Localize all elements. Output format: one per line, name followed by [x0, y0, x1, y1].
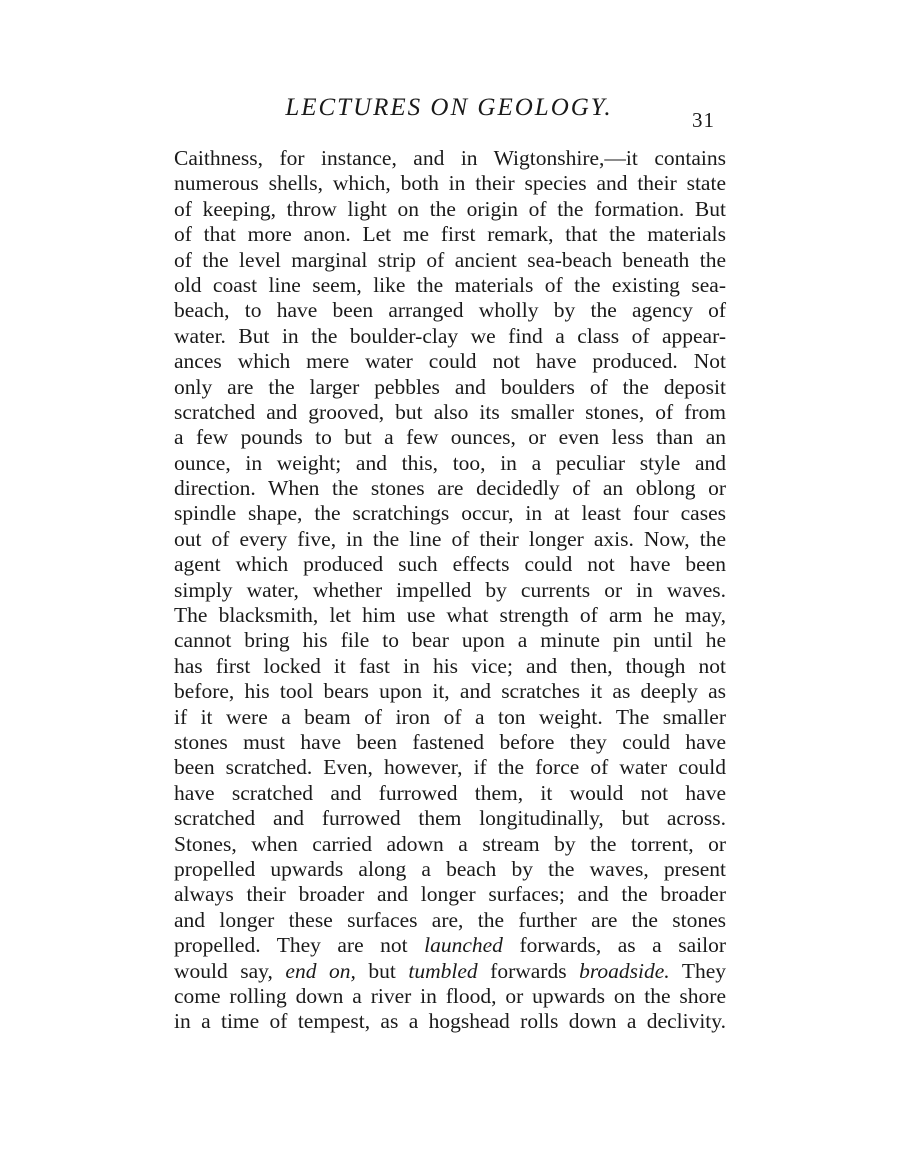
- text-line-italic-broadside: [174, 959, 726, 984]
- text-line: numerous shells, which, both in their species and their state: [174, 171, 726, 196]
- text-line: stones must have been fastened before they could have: [174, 729, 726, 754]
- text-line-italic-launched: [174, 933, 726, 958]
- italic-word: end on,: [285, 958, 356, 983]
- text-line: The blacksmith, let him use what strength of arm he may,: [174, 603, 726, 628]
- text-line: and longer these surfaces are, the further are the stones: [174, 907, 726, 932]
- text-line: Caithness, for instance, and in Wigtonshire,—it contains: [174, 146, 726, 170]
- text-line: propelled upwards along a beach by the waves, present: [174, 856, 726, 881]
- text-line: old coast line seem, like the materials of the existing sea-: [174, 272, 726, 297]
- text-line: of keeping, throw light on the origin of the formation. But: [174, 196, 726, 221]
- text-segment: They: [669, 958, 726, 983]
- italic-word: tumbled: [408, 958, 478, 983]
- text-line: out of every five, in the line of their longer axis. Now, the: [174, 526, 726, 551]
- text-line: has first locked it fast in his vice; and then, though not: [174, 653, 726, 678]
- text-line: direction. When the stones are decidedly of an oblong or: [174, 476, 726, 501]
- text-line: scratched and furrowed them longitudinally, but across.: [174, 806, 726, 831]
- running-head: LECTURES ON GEOLOGY.: [285, 94, 613, 121]
- text-line: Stones, when carried adown a stream by the torrent, or: [174, 831, 726, 856]
- text-segment: forwards, as a sailor: [502, 933, 726, 958]
- text-line: of the level marginal strip of ancient sea-beach beneath the: [174, 247, 726, 272]
- text-segment: propelled. They are not: [174, 933, 425, 958]
- text-line: cannot bring his file to bear upon a minute pin until he: [174, 628, 726, 653]
- text-line: scratched and grooved, but also its smaller stones, of from: [174, 399, 726, 424]
- text-line: come rolling down a river in flood, or upwards on the shore: [174, 983, 726, 1008]
- text-line: only are the larger pebbles and boulders of the deposit: [174, 374, 726, 399]
- text-line: have scratched and furrowed them, it would not have: [174, 780, 726, 805]
- text-line: of that more anon. Let me first remark, that the materials: [174, 222, 726, 247]
- text-line: a few pounds to but a few ounces, or even less than an: [174, 425, 726, 450]
- text-line: ances which mere water could not have produced. Not: [174, 349, 726, 374]
- text-line: beach, to have been arranged wholly by the agency of: [174, 298, 726, 323]
- text-segment: would say,: [174, 958, 286, 983]
- text-line: simply water, whether impelled by currents or in waves.: [174, 577, 726, 602]
- text-line: in a time of tempest, as a hogshead rolls down a declivity.: [174, 1009, 726, 1034]
- text-line: ounce, in weight; and this, too, in a peculiar style and: [174, 450, 726, 475]
- page-number: 31: [692, 108, 715, 132]
- text-line: been scratched. Even, however, if the force of water could: [174, 755, 726, 780]
- text-line: water. But in the boulder-clay we find a class of appear-: [174, 323, 726, 348]
- italic-word: launched: [424, 933, 503, 958]
- text-line: spindle shape, the scratchings occur, in at least four cases: [174, 501, 726, 526]
- text-line: agent which produced such effects could not have been: [174, 552, 726, 577]
- text-segment: forwards: [477, 958, 580, 983]
- text-line: if it were a beam of iron of a ton weight. The smaller: [174, 704, 726, 729]
- text-line: always their broader and longer surfaces; and the broader: [174, 882, 726, 907]
- text-line: before, his tool bears upon it, and scratches it as deeply as: [174, 679, 726, 704]
- body-text: [174, 146, 726, 1035]
- text-segment: but: [355, 958, 409, 983]
- italic-word: broadside.: [579, 958, 670, 983]
